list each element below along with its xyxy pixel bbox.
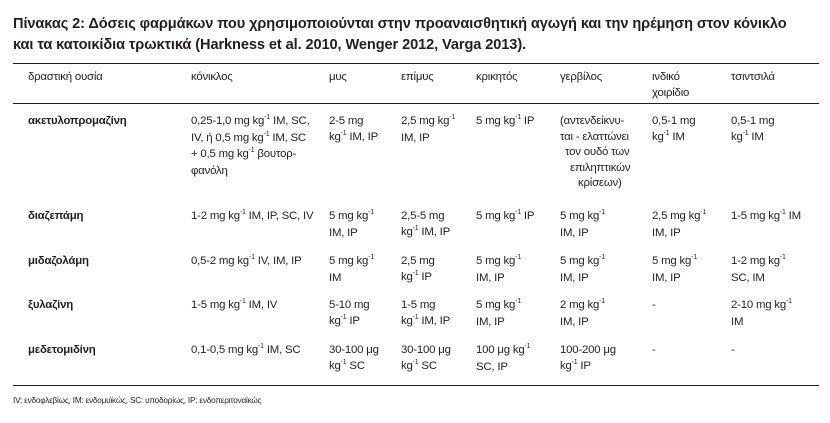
dose-diazepam-hamster: 5 mg $kg^{-1}$ IP [476,209,535,222]
dose-line: 100-200 μg [560,344,616,356]
dose-line: 0,5-1 mg [652,115,696,127]
dose-diazepam-rat [401,209,450,241]
drug-name-medetomidine: μεδετομιδίνη [28,344,96,356]
dose-line: $kg^{-1}$ IM, IP [329,129,378,143]
dose-medetomidine-mouse [329,343,379,375]
dose-xylazine-hamster [476,298,521,330]
header-guinea-pig [652,70,689,101]
dose-line: 0,25-1,0 mg $kg^{-1}$ IM, SC, [191,114,310,127]
dose-line: $kg^{-1}$ SC [401,358,437,372]
dose-midazolam-rat [401,254,435,286]
dose-acepromazine-hamster: 5 mg $kg^{-1}$ IP [476,114,535,127]
header-chinchilla: τσιντσιλά [731,71,775,83]
dose-medetomidine-hamster [476,343,530,375]
dose-line: $kg^{-1}$ IP [329,313,360,327]
dose-line: IM, IP [652,226,681,239]
dose-line: $kg^{-1}$ IM [731,129,764,143]
header-hamster: κρικητός [476,71,518,83]
dose-line: 30-100 μg [329,344,379,356]
dose-diazepam-mouse [329,209,374,241]
dose-line: 5 mg $kg^{-1}$ [652,254,697,267]
dose-line: 2-5 mg [329,115,364,127]
header-guinea-pig-line-1: ινδικό [652,71,680,83]
table-header-rule [13,103,819,104]
dose-line: $kg^{-1}$ IP [401,269,432,283]
dose-line: IM, IP [560,226,589,239]
dose-line: 1-5 mg [401,299,436,311]
dose-line: 2,5 mg [401,255,435,267]
header-substance: δραστική ουσία [28,71,103,83]
dose-line: 2,5 mg $kg^{-1}$ [652,209,707,222]
dose-line: 30-100 μg [401,344,451,356]
dose-line: κρίσεων) [578,177,622,189]
dose-line: IM, IP [560,271,589,284]
dose-acepromazine-guinea-pig [652,114,695,146]
dose-diazepam-rabbit: 1-2 mg $kg^{-1}$ IM, IP, SC, IV [191,209,314,222]
dose-midazolam-mouse [329,254,374,286]
header-guinea-pig-line-2: χοιρίδιο [652,86,690,99]
header-gerbil: γερβίλος [560,71,603,83]
dose-line: 1-2 mg $kg^{-1}$ [731,254,786,267]
dose-diazepam-gerbil [560,209,605,241]
dose-medetomidine-guinea-pig: - [652,344,656,356]
dose-line: 5 mg $kg^{-1}$ [476,254,521,267]
dose-line: IV, ή 0,5 mg $kg^{-1}$ IM, SC [191,130,306,144]
dose-line: $kg^{-1}$ SC [329,358,365,372]
dose-line: $kg^{-1}$ IM [652,129,685,143]
dose-acepromazine-rat [401,114,455,146]
dose-line: 2,5 mg $kg^{-1}$ [401,114,456,127]
dose-line: IM, IP [476,315,505,328]
dose-line: 5 mg $kg^{-1}$ [329,209,374,222]
dose-line: (αντενδείκνυ- [560,115,625,127]
dose-acepromazine-chinchilla [731,114,774,146]
dose-line: IM [329,271,342,284]
dose-medetomidine-gerbil [560,343,616,375]
dose-line: 2-10 mg $kg^{-1}$ [731,298,792,311]
header-mouse: μυς [329,71,347,83]
dose-medetomidine-rat [401,343,451,375]
dose-xylazine-mouse [329,298,369,330]
dose-medetomidine-rabbit: 0,1-0,5 mg $kg^{-1}$ IM, SC [191,343,301,356]
dose-xylazine-chinchilla [731,298,792,330]
dose-line: IM [731,315,744,328]
dose-line: 5 mg $kg^{-1}$ [476,298,521,311]
dose-line: επιληπτικών [570,161,631,174]
dose-xylazine-rabbit: 1-5 mg $kg^{-1}$ IM, IV [191,298,278,311]
header-rabbit: κόνικλος [191,71,233,83]
dose-line: 5-10 mg [329,299,370,311]
dose-line: SC, IM [731,271,765,284]
dose-line: + 0,5 mg $kg^{-1}$ βουτορ- [191,147,297,160]
dose-diazepam-chinchilla: 1-5 mg $kg^{-1}$ IM [731,209,801,222]
dose-line: 5 mg $kg^{-1}$ [560,254,605,267]
table-top-rule [13,63,819,64]
dose-midazolam-hamster [476,254,521,286]
table-footnote: IV: ενδοφλεβίως, IM: ενδομυϊκώς, SC: υποδορίως, IP: ενδοπεριτοναϊκώς [13,396,262,405]
dose-acepromazine-gerbil [560,114,630,192]
drug-name-xylazine: ξυλαζίνη [28,299,74,311]
dose-xylazine-guinea-pig: - [652,299,656,311]
dose-xylazine-rat [401,298,450,330]
drug-name-diazepam: διαζεπάμη [28,210,84,222]
dose-midazolam-rabbit: 0,5-2 mg $kg^{-1}$ IV, IM, IP [191,254,302,267]
drug-name-acepromazine: ακετυλοπρομαζίνη [28,115,127,127]
dose-line: 5 mg $kg^{-1}$ [329,254,374,267]
table-caption [13,14,819,56]
dose-midazolam-guinea-pig [652,254,697,286]
dose-line: $kg^{-1}$ IM, IP [401,224,450,238]
caption-line-2: και τα κατοικίδια τρωκτικά (Harkness et al. 2010, Wenger 2012, Varga 2013). [13,37,527,53]
dose-line: ται - ελαττώνει [560,130,629,143]
dose-line: IM, IP [560,315,589,328]
dose-line: $kg^{-1}$ IM, IP [401,313,450,327]
dose-medetomidine-chinchilla: - [731,344,735,356]
dose-line: 5 mg $kg^{-1}$ [560,209,605,222]
dose-midazolam-chinchilla [731,254,786,286]
header-rat: επίμυς [401,71,434,83]
dose-xylazine-gerbil [560,298,605,330]
caption-line-1: Πίνακας 2: Δόσεις φαρμάκων που χρησιμοποιούνται στην προαναισθητική αγωγή και την ηρέμηση στον κόνικλο [13,16,787,32]
drug-name-midazolam: μιδαζολάμη [28,255,89,267]
dose-line: τον ουδό των [565,146,630,158]
dose-line: $kg^{-1}$ IP [560,358,591,372]
dose-line: IM, IP [329,226,358,239]
dose-line: IM, IP [476,271,505,284]
dose-acepromazine-rabbit [191,114,310,179]
dose-acepromazine-mouse [329,114,378,146]
dose-line: SC, IP [476,360,508,373]
dose-line: 2,5-5 mg [401,210,445,222]
dose-line: 100 μg $kg^{-1}$ [476,343,531,356]
table-bottom-rule [13,385,819,386]
dose-line: 0,5-1 mg [731,115,775,127]
dose-line: IM, IP [652,271,681,284]
dose-line: 2 mg $kg^{-1}$ [560,298,605,311]
dose-line: φανόλη [191,164,228,177]
dose-line: IM, IP [401,131,430,144]
dose-midazolam-gerbil [560,254,605,286]
dose-diazepam-guinea-pig [652,209,706,241]
